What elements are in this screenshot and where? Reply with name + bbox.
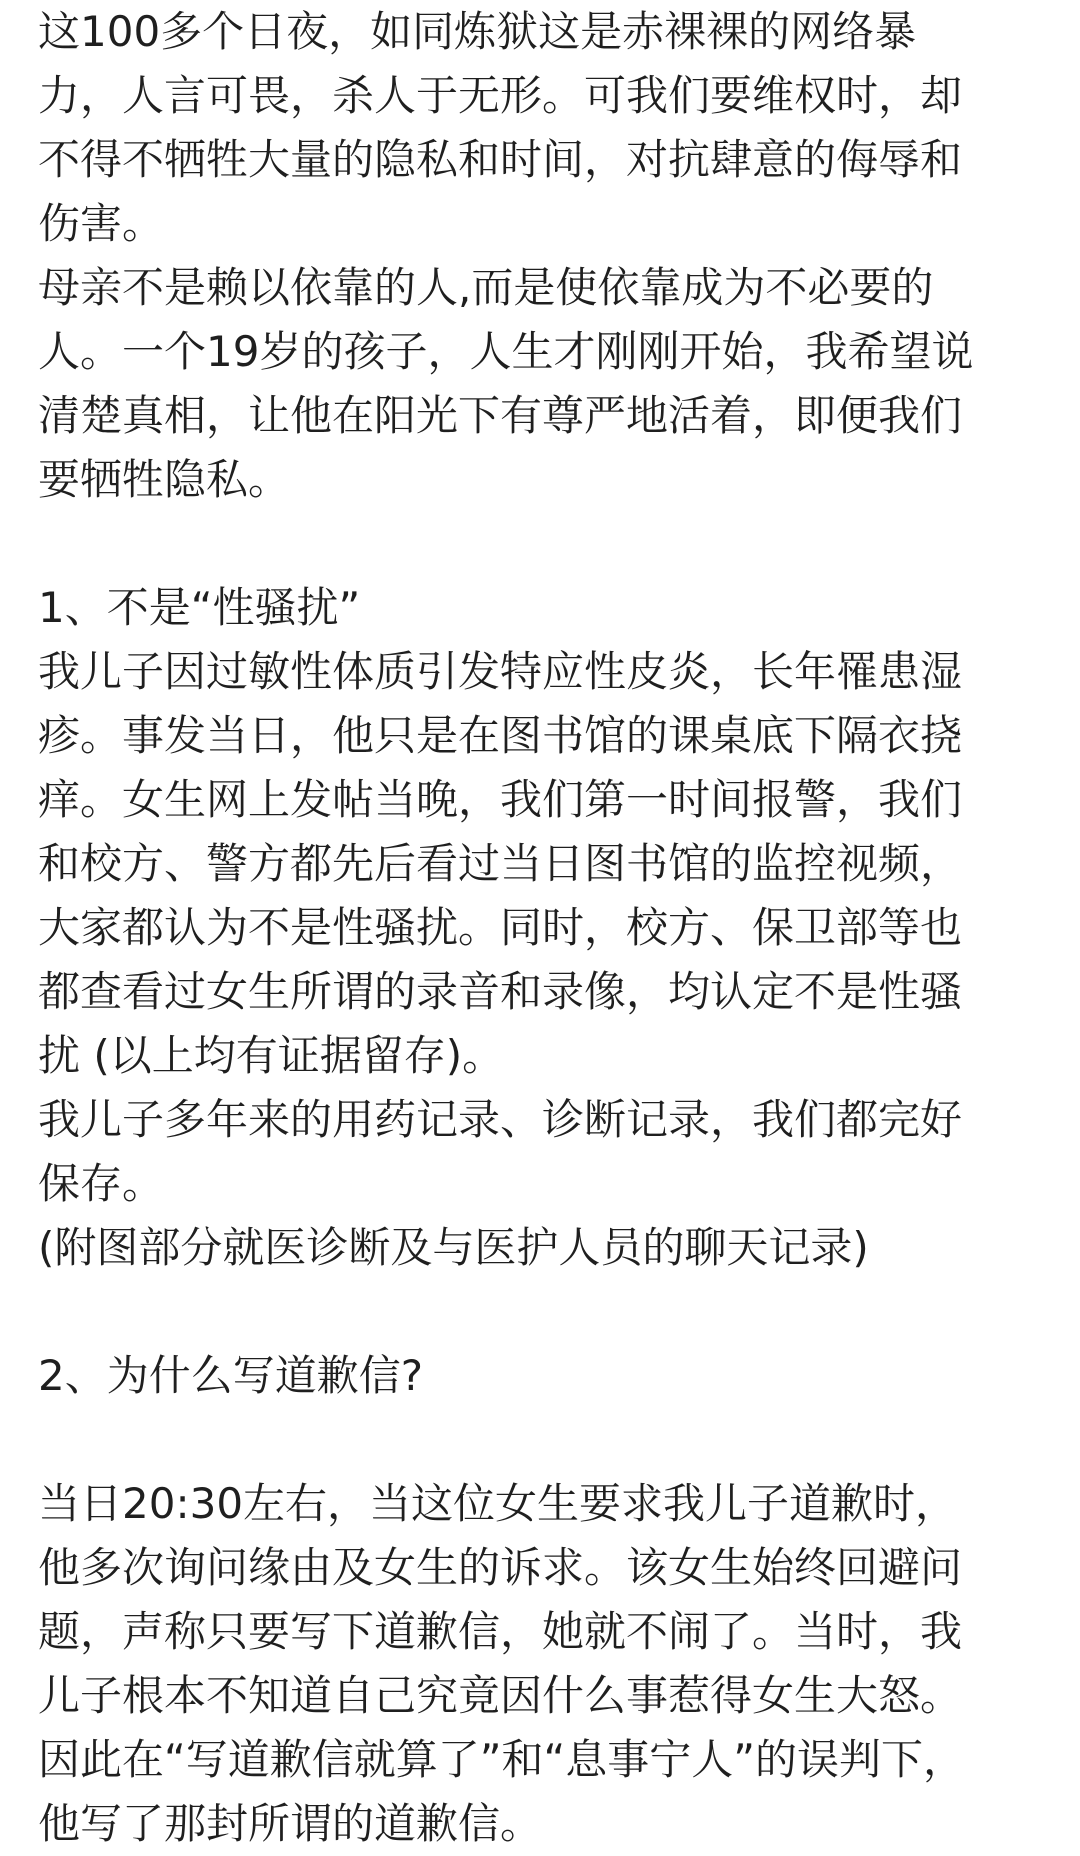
text-line: 这100多个日夜，如同炼狱这是赤裸裸的网络暴 — [38, 7, 917, 56]
text-line: 都查看过女生所谓的录音和录像，均认定不是性骚 — [38, 967, 963, 1016]
text-line: 题，声称只要写下道歉信，她就不闹了。当时，我 — [38, 1607, 963, 1656]
paragraph-apology-letter — [38, 1472, 1058, 1856]
section-1 — [38, 576, 1058, 1088]
text-line: (附图部分就医诊断及与医护人员的聊天记录) — [38, 1223, 869, 1272]
paragraph-cyberviolence — [38, 0, 1058, 256]
text-line: 力，人言可畏，杀人于无形。可我们要维权时，却 — [38, 71, 963, 120]
section-heading: 1、不是“性骚扰” — [38, 583, 361, 632]
paragraph-mother — [38, 256, 1058, 512]
text-line: 痒。女生网上发帖当晚，我们第一时间报警，我们 — [38, 775, 963, 824]
text-line: 要牺牲隐私。 — [38, 455, 291, 504]
text-line: 人。一个19岁的孩子，人生才刚刚开始，我希望说 — [38, 327, 974, 376]
text-line: 伤害。 — [38, 199, 165, 248]
paragraph-attachment-note — [38, 1216, 1058, 1280]
section-heading: 2、为什么写道歉信? — [38, 1351, 424, 1400]
text-line: 因此在“写道歉信就算了”和“息事宁人”的误判下， — [38, 1735, 966, 1784]
text-line: 母亲不是赖以依靠的人,而是使依靠成为不必要的 — [38, 263, 934, 312]
section-2 — [38, 1344, 1058, 1408]
text-line: 保存。 — [38, 1159, 165, 1208]
text-line: 扰 (以上均有证据留存)。 — [38, 1031, 505, 1080]
text-line: 疹。事发当日，他只是在图书馆的课桌底下隔衣挠 — [38, 711, 963, 760]
text-line: 他多次询问缘由及女生的诉求。该女生始终回避问 — [38, 1543, 963, 1592]
text-line: 清楚真相，让他在阳光下有尊严地活着，即便我们 — [38, 391, 963, 440]
blank-line — [38, 1408, 1058, 1472]
text-line: 大家都认为不是性骚扰。同时，校方、保卫部等也 — [38, 903, 963, 952]
text-line: 不得不牺牲大量的隐私和时间，对抗肆意的侮辱和 — [38, 135, 963, 184]
blank-line — [38, 1280, 1058, 1344]
text-line: 儿子根本不知道自己究竟因什么事惹得女生大怒。 — [38, 1671, 963, 1720]
blank-line — [38, 512, 1058, 576]
document-body — [38, 0, 1058, 1856]
text-line: 他写了那封所谓的道歉信。 — [38, 1799, 543, 1848]
paragraph-medical-records — [38, 1088, 1058, 1216]
text-line: 当日20:30左右，当这位女生要求我儿子道歉时， — [38, 1479, 958, 1528]
text-line: 我儿子多年来的用药记录、诊断记录，我们都完好 — [38, 1095, 963, 1144]
text-line: 我儿子因过敏性体质引发特应性皮炎，长年罹患湿 — [38, 647, 963, 696]
text-line: 和校方、警方都先后看过当日图书馆的监控视频， — [38, 839, 963, 888]
